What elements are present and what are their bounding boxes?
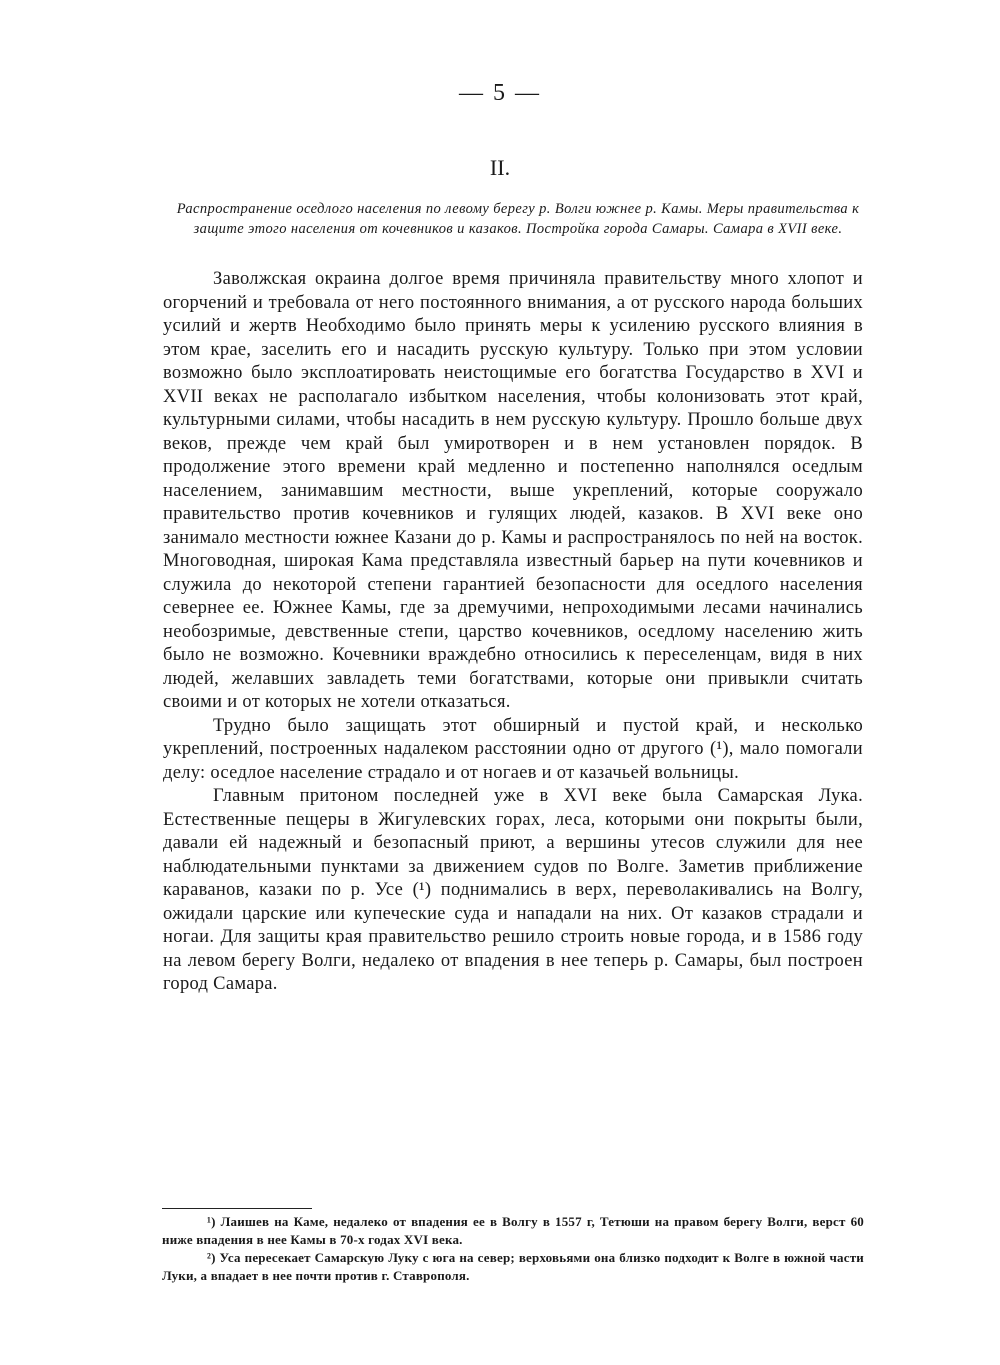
- footnotes: [162, 1213, 864, 1285]
- section-heading: Распространение оседлого населения по левому берегу р. Волги южнее р. Камы. Меры правительства к защите этого населения от кочевников и казаков. Постройка города Самары. Самара в XVII веке.: [176, 201, 860, 237]
- section-number: II.: [489, 155, 511, 180]
- footnote: ¹) Лаишев на Каме, недалеко от впадения ее в Волгу в 1557 г, Тетюши на правом берегу Волги, верст 60 ниже впадения в нее Камы в 70-х годах XVI века.: [162, 1214, 864, 1247]
- page-number: — 5 —: [459, 80, 541, 106]
- footnote-divider: [162, 1208, 312, 1209]
- paragraph: Заволжская окраина долгое время причиняла правительству много хлопот и огорчений и требовала от него постоянного внимания, а от русского народа больших усилий и жертв Необходимо было принять меры к усилению русского влияния в этом крае, заселить его и насадить русскую культуру. Только при этом условии возможно было эксплоатировать неистощимые его богатства Государство в XVI и XVII веках не располагало избытком населения, чтобы колонизовать этот край, культурными силами, чтобы насадить в нем русскую культуру. Прошло больше двух веков, прежде чем край был умиротворен и в нем установлен порядок. В продолжение этого времени край медленно и постепенно наполнялся оседлым населением, занимавшим местности, выше укреплений, которые сооружало правительство против кочевников и гулящих людей, казаков. В XVI веке оно занимало местности южнее Казани до р. Камы и распространялось по ней на восток. Многоводная, широкая Кама представляла известный барьер на пути кочевников и служила до некоторой степени гарантией безопасности для оседлого населения севернее ее. Южнее Камы, где за дремучими, непроходимыми лесами начинались необозримые, девственные степи, царство кочевников, оседлому населению жить было не возможно. Кочевники враждебно относились к переселенцам, видя в них людей, желавших завладеть теми богатствами, которые они привыкли считать своими и от которых не хотели отказаться.: [163, 269, 863, 712]
- body-text: [163, 268, 863, 997]
- footnote: ²) Уса пересекает Самарскую Луку с юга на север; верховьями она близко подходит к Волге в южной части Луки, а впадает в нее почти против г. Ставрополя.: [162, 1250, 864, 1283]
- paragraph: Трудно было защищать этот обширный и пустой край, и несколько укреплений, построенных надалеком расстоянии одно от другого (¹), мало помогали делу: оседлое население страдало и от ногаев и от казачьей вольницы.: [163, 715, 863, 783]
- paragraph: Главным притоном последней уже в XVI веке была Самарская Лука. Естественные пещеры в Жигулевских горах, леса, которыми они покрыты были, давали ей надежный и безопасный приют, а вершины утесов служили для нее наблюдательными пунктами за движением судов по Волге. Заметив приближение караванов, казаки по р. Усе (¹) поднимались в верх, переволакивались на Волгу, ожидали царские или купеческие суда и нападали на них. От казаков страдали и ногаи. Для защиты края правительство решило строить новые города, и в 1586 году на левом берегу Волги, недалеко от впадения в нее теперь р. Самары, был построен город Самара.: [163, 786, 863, 994]
